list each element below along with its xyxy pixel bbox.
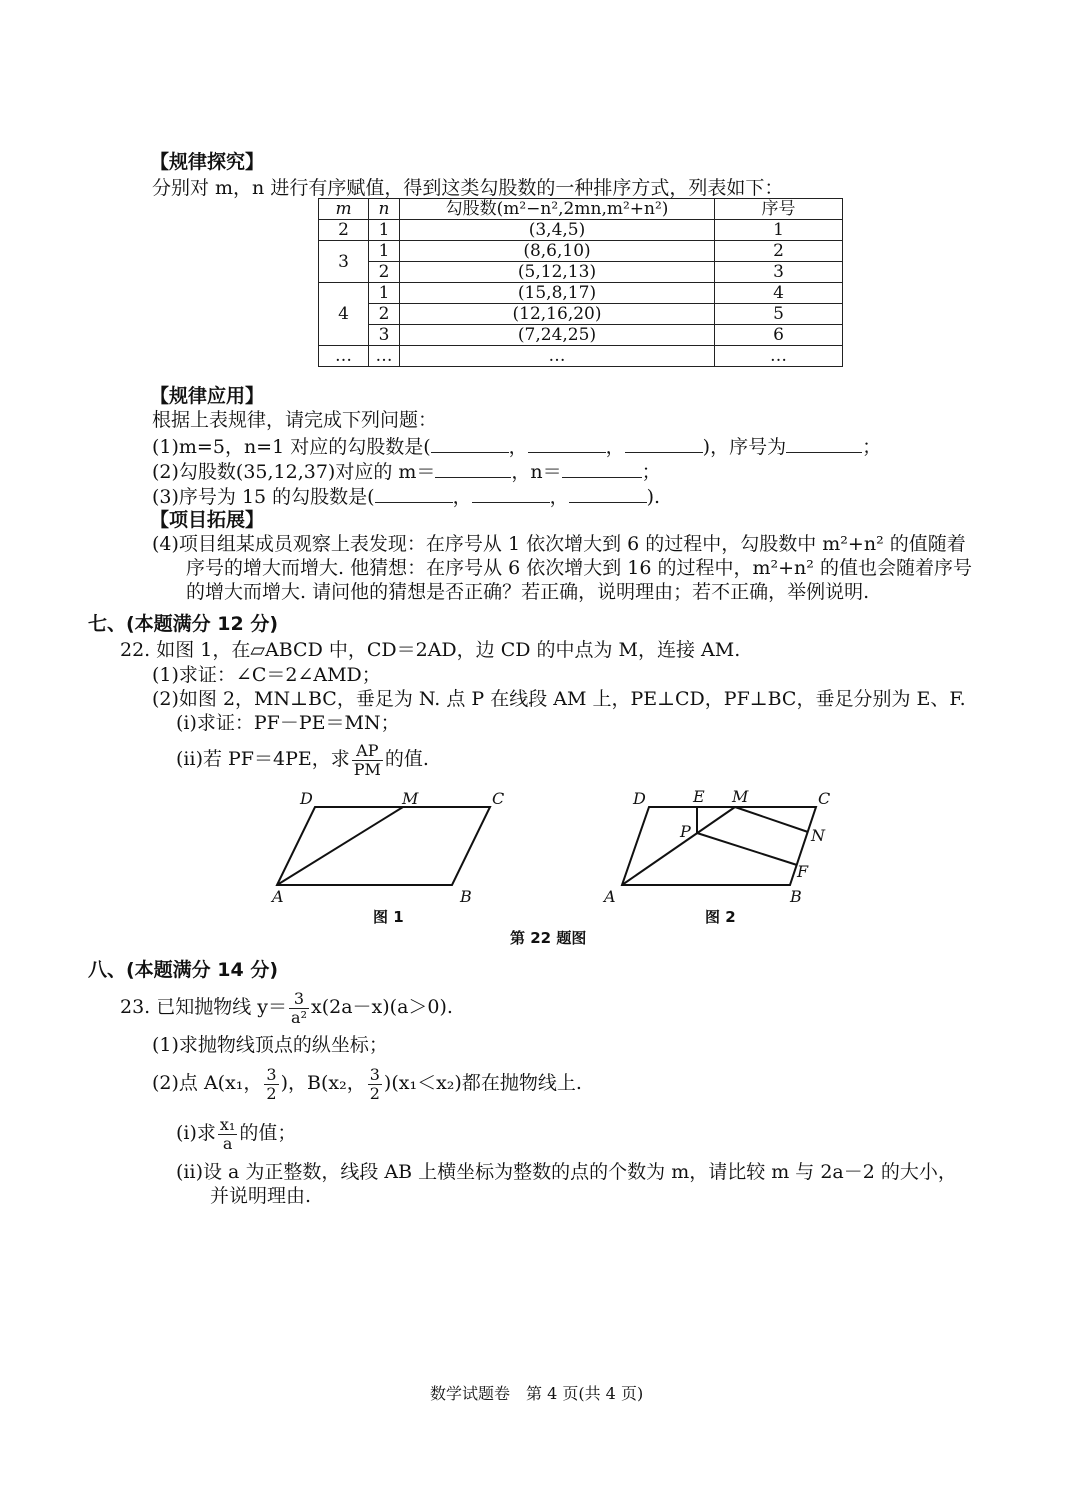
q22-2ii-prefix: (ⅱ)若 PF＝4PE，求	[176, 748, 350, 770]
cell-triple: (7,24,25)	[400, 325, 715, 346]
cell-n: …	[369, 346, 400, 367]
q23-2-part-a: (2)点 A(x₁，	[152, 1072, 263, 1094]
label-d: D	[633, 789, 646, 808]
answer-blank[interactable]	[569, 484, 647, 503]
label-c: C	[492, 789, 505, 808]
cell-m: 2	[319, 220, 369, 241]
cell-n: 2	[369, 304, 400, 325]
q3-prefix: (3)序号为 15 的勾股数是(	[152, 486, 375, 508]
q23-suffix: x(2a－x)(a＞0).	[310, 996, 453, 1018]
answer-blank[interactable]	[786, 434, 862, 453]
fraction-numerator: AP	[352, 742, 383, 761]
label-d: D	[300, 789, 313, 808]
header-m: m	[319, 199, 369, 220]
table-row	[319, 346, 843, 367]
fraction-numerator: x₁	[219, 1114, 236, 1134]
q1-prefix: (1)m=5，n=1 对应的勾股数是(	[152, 436, 431, 458]
header-triple: 勾股数(m²−n²,2mn,m²+n²)	[400, 199, 715, 220]
question-22-2: (2)如图 2，MN⊥BC，垂足为 N. 点 P 在线段 AM 上，PE⊥CD，PF⊥BC，垂足分别为 E、F.	[152, 688, 966, 710]
question-4-line2: 序号的增大而增大. 他猜想：在序号从 6 依次增大到 16 的过程中，m²+n² 的值也会随着序号	[186, 557, 972, 579]
figure-1	[270, 789, 504, 926]
ap-over-pm-fraction	[352, 742, 383, 779]
label-a: A	[272, 887, 284, 906]
label-b: B	[460, 887, 472, 906]
parabola-coefficient-fraction	[289, 990, 309, 1027]
figure-2-caption: 图 2	[705, 908, 736, 926]
answer-blank[interactable]	[625, 434, 703, 453]
header-index: 序号	[715, 199, 843, 220]
q23-prefix: 23. 已知抛物线 y＝	[120, 996, 288, 1018]
question-23-2ii-line2: 并说明理由.	[210, 1185, 312, 1207]
cell-triple: (12,16,20)	[400, 304, 715, 325]
figure-1-caption: 图 1	[373, 908, 404, 926]
cell-m: 3	[319, 241, 369, 283]
q22-2ii-suffix: 的值.	[384, 748, 429, 770]
q23-2i-suffix: 的值；	[239, 1122, 297, 1144]
cell-m: …	[319, 346, 369, 367]
project-heading: 【项目拓展】	[150, 509, 265, 531]
answer-blank[interactable]	[435, 459, 511, 478]
label-a: A	[604, 887, 616, 906]
question-4-line3: 的增大而增大. 请问他的猜想是否正确？若正确，说明理由；若不正确，举例说明.	[186, 581, 870, 603]
question-22: 22. 如图 1，在▱ABCD 中，CD＝2AD，边 CD 的中点为 M，连接 AM.	[120, 639, 741, 661]
question-23	[120, 986, 453, 1028]
law-apply-heading: 【规律应用】	[150, 385, 265, 407]
table-row	[319, 262, 843, 283]
answer-blank[interactable]	[431, 434, 509, 453]
cell-index: 3	[715, 262, 843, 283]
question-1: (1)m=5，n=1 对应的勾股数是( ， ， )，序号为 ；	[152, 436, 882, 458]
answer-blank[interactable]	[375, 484, 453, 503]
question-23-1: (1)求抛物线顶点的纵坐标；	[152, 1034, 388, 1056]
question-23-2i	[176, 1112, 296, 1154]
cell-n: 3	[369, 325, 400, 346]
cell-triple: (15,8,17)	[400, 283, 715, 304]
cell-index: 5	[715, 304, 843, 325]
label-e: E	[693, 787, 705, 806]
q23-2-part-b: )，B(x₂，	[280, 1072, 366, 1094]
law-explore-intro: 分别对 m，n 进行有序赋值，得到这类勾股数的一种排序方式，列表如下：	[152, 177, 784, 199]
question-2: (2)勾股数(35,12,37)对应的 m＝ ，n＝ ；	[152, 461, 661, 483]
cell-index: 4	[715, 283, 843, 304]
label-m: M	[402, 789, 419, 808]
answer-blank[interactable]	[528, 434, 606, 453]
cell-index: 6	[715, 325, 843, 346]
x1-over-a-fraction	[218, 1116, 237, 1153]
law-explore-heading: 【规律探究】	[150, 151, 265, 173]
section-8-title: 八、(本题满分 14 分)	[88, 959, 279, 981]
cell-n: 2	[369, 262, 400, 283]
cell-index: 1	[715, 220, 843, 241]
page-footer: 数学试题卷 第 4 页(共 4 页)	[430, 1384, 644, 1403]
fraction-numerator: 3	[289, 990, 309, 1009]
table-row	[319, 220, 843, 241]
label-f: F	[797, 862, 809, 881]
question-4-line1: (4)项目组某成员观察上表发现：在序号从 1 依次增大到 6 的过程中，勾股数中 m²+n² 的值随着	[152, 533, 966, 555]
cell-triple: (5,12,13)	[400, 262, 715, 283]
q3-suffix: ).	[646, 486, 661, 508]
q23-2-part-c: )(x₁＜x₂)都在抛物线上.	[383, 1072, 582, 1094]
three-halves-fraction	[368, 1066, 382, 1103]
cell-n: 1	[369, 220, 400, 241]
segment-pf	[697, 833, 797, 865]
question-23-2ii-line1: (ⅱ)设 a 为正整数，线段 AB 上横坐标为整数的点的个数为 m，请比较 m 与 2a－2 的大小，	[176, 1161, 957, 1183]
answer-blank[interactable]	[472, 484, 550, 503]
question-22-2ii	[176, 738, 429, 780]
cell-triple: …	[400, 346, 715, 367]
cell-index: 2	[715, 241, 843, 262]
cell-triple: (8,6,10)	[400, 241, 715, 262]
segment-am	[622, 807, 735, 885]
fraction-numerator: 3	[266, 1064, 277, 1084]
cell-n: 1	[369, 241, 400, 262]
cell-index: …	[715, 346, 843, 367]
pythagorean-table	[318, 198, 843, 367]
three-halves-fraction	[264, 1066, 278, 1103]
fraction-denominator: a²	[291, 1007, 307, 1027]
label-m: M	[732, 787, 749, 806]
table-row	[319, 241, 843, 262]
answer-blank[interactable]	[562, 459, 642, 478]
cell-m: 4	[319, 283, 369, 346]
label-b: B	[790, 887, 802, 906]
segment-mn	[735, 807, 808, 832]
figure-22	[260, 785, 860, 950]
label-n: N	[811, 826, 825, 845]
question-3: (3)序号为 15 的勾股数是( ， ， ).	[152, 486, 661, 508]
q2-prefix: (2)勾股数(35,12,37)对应的 m＝	[152, 461, 436, 483]
fraction-denominator: a	[222, 1133, 233, 1153]
table-header-row	[319, 199, 843, 220]
question-22-2i: (ⅰ)求证：PF－PE＝MN；	[176, 712, 400, 734]
header-n: n	[369, 199, 400, 220]
q1-suffix: )，序号为	[702, 436, 787, 458]
question-22-1: (1)求证：∠C＝2∠AMD；	[152, 664, 381, 686]
section-7-title: 七、(本题满分 12 分)	[88, 613, 279, 635]
cell-triple: (3,4,5)	[400, 220, 715, 241]
q23-2i-prefix: (ⅰ)求	[176, 1122, 216, 1144]
figure-2	[602, 787, 830, 926]
table-row	[319, 304, 843, 325]
fraction-denominator: 2	[369, 1083, 380, 1103]
table-row	[319, 325, 843, 346]
law-apply-intro: 根据上表规律，请完成下列问题：	[152, 409, 438, 431]
fraction-numerator: 3	[369, 1064, 380, 1084]
table-row	[319, 283, 843, 304]
fraction-denominator: PM	[353, 759, 381, 779]
fraction-denominator: 2	[266, 1083, 277, 1103]
figure-group-caption: 第 22 题图	[510, 929, 587, 947]
question-23-2	[152, 1062, 582, 1104]
label-c: C	[818, 789, 831, 808]
cell-n: 1	[369, 283, 400, 304]
q2-mid: ，n＝	[511, 461, 562, 483]
label-p: P	[680, 822, 691, 841]
